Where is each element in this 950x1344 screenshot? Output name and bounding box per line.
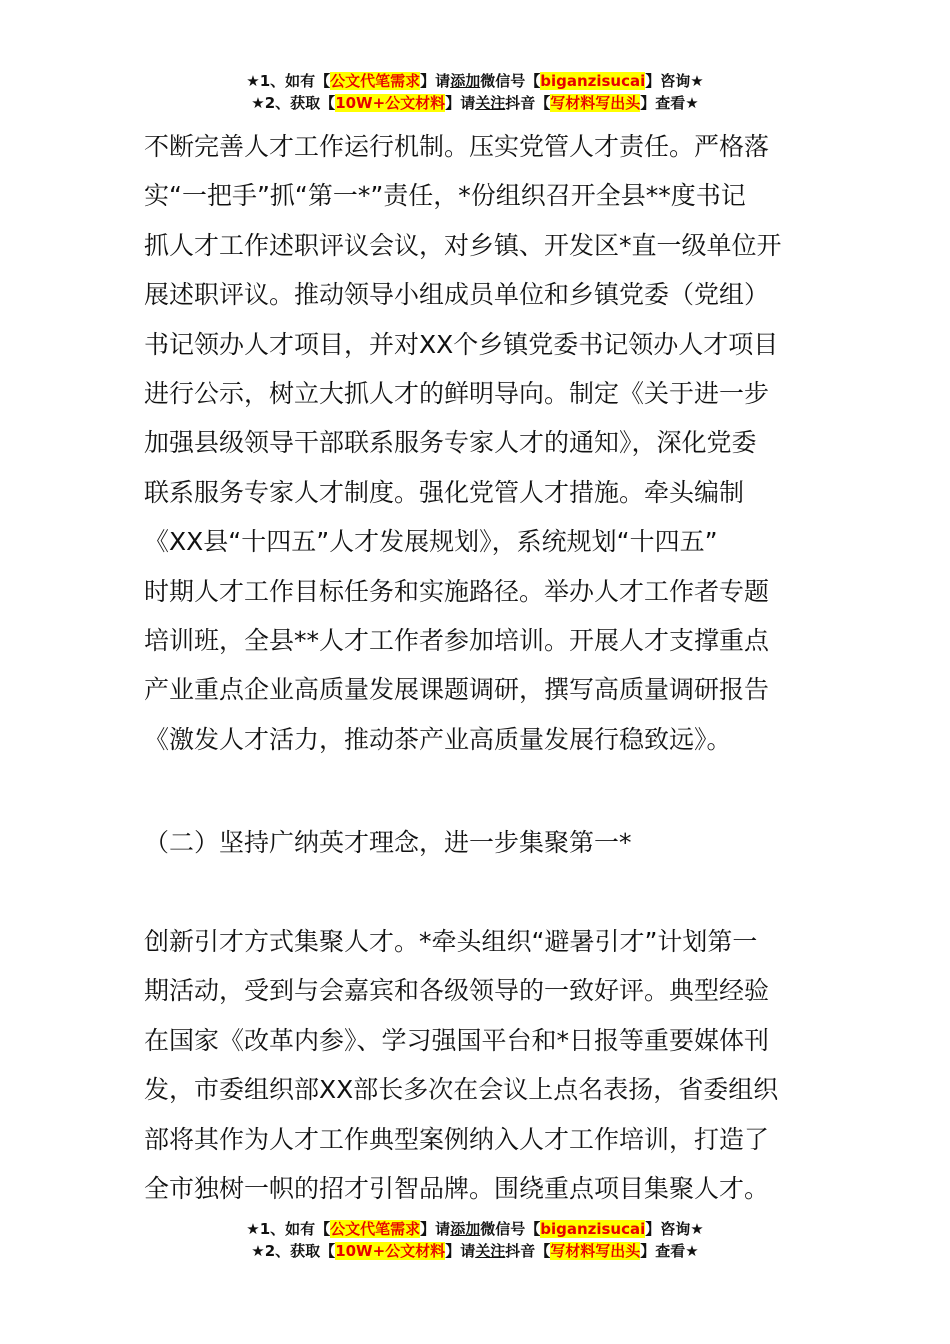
- promo-line-1: [0, 70, 950, 92]
- promo-emphasis: 添加: [450, 72, 481, 90]
- promo-emphasis: 添加: [450, 1220, 481, 1238]
- text-line: 在国家《改革内参》、学习强国平台和*日报等重要媒体刊: [144, 1025, 770, 1055]
- promo-text: 】查看★: [640, 94, 699, 112]
- promo-highlight: 公文代笔需求: [330, 1220, 421, 1238]
- promo-highlight: 写材料写出头: [550, 1242, 641, 1260]
- promo-line-2: [0, 1240, 950, 1262]
- promo-text: 】咨询★: [645, 1220, 704, 1238]
- promo-highlight: 10W+公文材料: [335, 1242, 446, 1260]
- text-line: 展述职评议。推动领导小组成员单位和乡镇党委（党组）: [144, 280, 770, 310]
- text-line: 时期人才工作目标任务和实施路径。举办人才工作者专题: [144, 576, 770, 606]
- text-line: 全市独树一帜的招才引智品牌。围绕重点项目集聚人才。: [144, 1174, 770, 1204]
- paragraph-2: [144, 917, 809, 1213]
- text-line: 创新引才方式集聚人才。*牵头组织“避暑引才”计划第一: [144, 927, 758, 956]
- text-line: 培训班，全县**人才工作者参加培训。开展人才支撑重点: [144, 626, 770, 656]
- promo-line-2: [0, 92, 950, 114]
- text-line: 发，市委组织部XX部长多次在会议上点名表扬，省委组织: [144, 1075, 779, 1105]
- section-heading: （二）坚持广纳英才理念，进一步集聚第一*: [144, 828, 632, 857]
- text-line: 产业重点企业高质量发展课题调研，撰写高质量调研报告: [144, 675, 770, 705]
- text-line: 不断完善人才工作运行机制。压实党管人才责任。严格落: [144, 132, 770, 161]
- promo-text: 抖音【: [505, 94, 551, 112]
- promo-text: 抖音【: [505, 1242, 551, 1260]
- text-line: 《XX县“十四五”人才发展规划》，系统规划“十四五”: [144, 527, 718, 557]
- text-line: 加强县级领导干部联系服务专家人才的通知》，深化党委: [144, 428, 757, 458]
- promo-banner-top: [0, 70, 950, 114]
- paragraph-1: [144, 122, 809, 764]
- promo-line-1: [0, 1218, 950, 1240]
- promo-text: ★1、如有【: [246, 1220, 331, 1238]
- promo-emphasis: 关注: [475, 94, 506, 112]
- promo-highlight: biganzisucai: [540, 72, 646, 90]
- promo-text: 微信号【: [480, 72, 541, 90]
- text-line: 进行公示，树立大抓人才的鲜明导向。制定《关于进一步: [144, 379, 770, 409]
- promo-text: 】请: [445, 1242, 476, 1260]
- text-line: 期活动，受到与会嘉宾和各级领导的一致好评。典型经验: [144, 976, 770, 1006]
- promo-banner-bottom: [0, 1218, 950, 1262]
- promo-highlight: biganzisucai: [540, 1220, 646, 1238]
- text-line: 书记领办人才项目，并对XX个乡镇党委书记领办人才项目: [144, 329, 779, 359]
- promo-text: 】请: [445, 94, 476, 112]
- text-line: 联系服务专家人才制度。强化党管人才措施。牵头编制: [144, 477, 745, 507]
- promo-text: 】查看★: [640, 1242, 699, 1260]
- text-line: 实“一把手”抓“第一*”责任，*份组织召开全县**度书记: [144, 181, 746, 211]
- text-line: 《激发人才活力，推动茶产业高质量发展行稳致远》。: [144, 724, 732, 754]
- text-line: 部将其作为人才工作典型案例纳入人才工作培训，打造了: [144, 1124, 770, 1154]
- text-line: 抓人才工作述职评议会议，对乡镇、开发区*直一级单位开: [144, 230, 782, 260]
- promo-text: ★2、获取【: [251, 1242, 336, 1260]
- promo-text: 】咨询★: [645, 72, 704, 90]
- promo-highlight: 10W+公文材料: [335, 94, 446, 112]
- promo-text: ★1、如有【: [246, 72, 331, 90]
- promo-text: 】请: [420, 72, 451, 90]
- promo-text: ★2、获取【: [251, 94, 336, 112]
- promo-text: 】请: [420, 1220, 451, 1238]
- promo-emphasis: 关注: [475, 1242, 506, 1260]
- promo-highlight: 公文代笔需求: [330, 72, 421, 90]
- promo-highlight: 写材料写出头: [550, 94, 641, 112]
- promo-text: 微信号【: [480, 1220, 541, 1238]
